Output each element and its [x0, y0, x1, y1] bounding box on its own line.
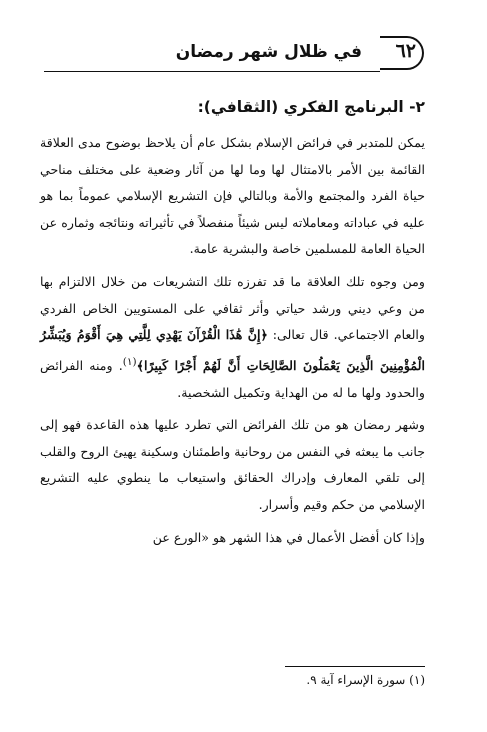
section-heading: ٢- البرنامج الفكري (الثقافي):	[197, 98, 425, 116]
quran-verse: ﴿إِنَّ هَٰذَا الْقُرْآنَ يَهْدِي لِلَّتِي هِيَ أَقْوَمُ وَيُبَشِّرُ الْمُؤْمِنِينَ الَّذِينَ يَعْمَلُونَ الصَّالِحَاتِ أَنَّ لَهُمْ أَجْرًا كَبِيرًا﴾	[40, 327, 425, 373]
running-title: في ظلال شهر رمضان	[175, 42, 362, 62]
paragraph-2-tail: . ومنه الفرائض والحدود ولها ما له من الهداية وتكميل الشخصية.	[40, 357, 425, 400]
paragraph-1: يمكن للمتدبر في فرائض الإسلام بشكل عام أن يلاحظ بوضوح مدى العلاقة القائمة بين الأمر بالامتثال لها وما لها من آثار وضعية على مختلف مناحي حياة الفرد والمجتمع والأمة وبالتالي فإن التشريع الإسلامي عموماً بما هو عليه في عباداته ومعاملاته ليس شيئاً منفصلاً في تأثيراته ونتائجه وثماره عن الحياة العامة للمسلمين خاصة والبشرية عامة.	[40, 135, 425, 257]
paragraph-3: وشهر رمضان هو من تلك الفرائض التي تطرد عليها هذه القاعدة فهو إلى جانب ما يبعثه في النفس من روحانية واطمئنان وسكينة يهيئ الروح والقلب إلى تلقي المعارف وإدراك الحقائق واستيعاب ما ينطوي عليه التشريع الإسلامي من حكم وقيم وأسرار.	[40, 417, 425, 512]
page-number: ٦٢	[395, 40, 416, 62]
footnote: (١) سورة الإسراء آية ٩.	[306, 673, 425, 687]
running-header	[44, 36, 424, 72]
paragraph-2-text: ومن وجوه تلك العلاقة ما قد تفرزه تلك التشريعات من خلال الالتزام بها من وعي ديني ورشد حياتي وأثر ثقافي على المستويين الخاص الفردي والعام الاجتماعي. قال تعالى:	[40, 273, 425, 343]
footnote-marker: (١)	[122, 355, 137, 368]
paragraph-2	[40, 269, 425, 406]
main-text	[40, 96, 425, 551]
paragraph-4: وإذا كان أفضل الأعمال في هذا الشهر هو «الورع عن	[152, 529, 425, 545]
footnote-area	[40, 666, 425, 687]
header-rule	[44, 71, 380, 72]
footnote-rule	[285, 666, 425, 667]
